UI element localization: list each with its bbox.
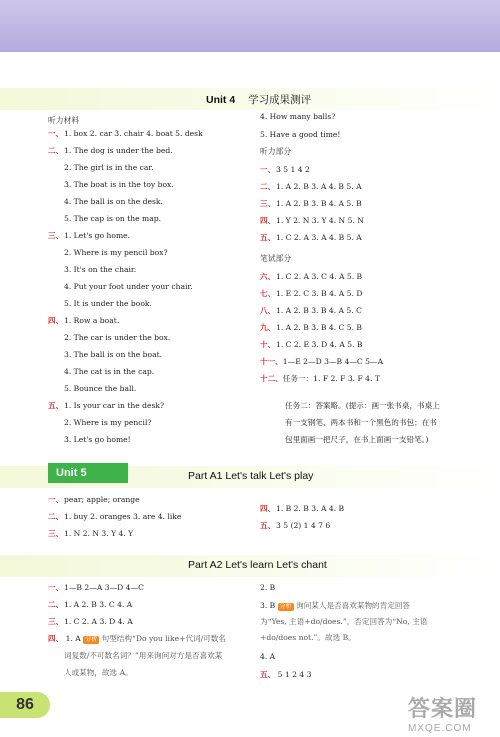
unit4-left-line: 4. Put your foot under your chair.	[64, 282, 193, 291]
a2-left-line: 三、1. C 2. A 3. D 4. A	[48, 617, 133, 626]
a1-left-line: 三、1. N 2. N 3. Y 4. Y	[48, 529, 134, 538]
unit4-left-line: 3. Let's go home!	[64, 435, 131, 444]
a1-left-line: 一、pear; apple; orange	[48, 495, 140, 504]
listening-line: 二、1. A 2. B 3. A 4. B 5. A	[260, 182, 362, 191]
partA2-title: Part A2 Let's learn Let's chant	[188, 559, 327, 571]
a1-left-line: 二、1. buy 2. oranges 3. are 4. like	[48, 512, 182, 521]
unit4-left-line: 二、1. The dog is under the bed.	[48, 146, 173, 155]
unit4-left-line: 2. The car is under the box.	[64, 333, 171, 342]
unit4-title: Unit 4 学习成果测评	[206, 94, 312, 106]
written-line: 六、1. C 2. A 3. C 4. A 5. B	[260, 272, 363, 281]
task2-line-1: 任务二：答案略。(提示：画一张书桌，书桌上	[285, 401, 440, 410]
right-line-5: 5. Have a good time!	[260, 130, 341, 139]
unit4-left-line: 4. The ball is on the desk.	[64, 197, 163, 206]
a2-q4-line3: 人或某物，故选 A。	[64, 668, 133, 677]
task2-line-3: 包里面画一把尺子，在书上面画一支铅笔。)	[285, 435, 429, 444]
unit4-left-line: 2. The girl is in the car.	[64, 163, 154, 172]
unit4-left-line: 2. Where is my pencil box?	[64, 248, 168, 257]
a2-right-3-line3: +do/does not.”。故选 B。	[260, 633, 356, 642]
unit4-left-line: 五、1. Is your car in the desk?	[48, 401, 165, 410]
hint-icon: 分析	[85, 636, 98, 643]
unit4-left-line: 三、1. Let's go home.	[48, 231, 131, 240]
task2-line-2: 有一支钢笔、两本书和一个黑色的书包；在书	[285, 418, 437, 427]
listening-line: 一、3 5 1 4 2	[260, 165, 310, 174]
listening-line: 四、1. Y 2. N 3. Y 4. N 5. N	[260, 216, 364, 225]
written-line: 十一、1—E 2—D 3—B 4—C 5—A	[260, 357, 384, 366]
unit4-left-line: 2. Where is my pencil?	[64, 418, 152, 427]
a1-right-line: 四、1. B 2. B 3. A 4. B	[260, 504, 345, 513]
right-line-4: 4. How many balls?	[260, 112, 336, 121]
a2-q4-line1: 四、 1. A 分析 句型结构“Do you like+代词/可数名	[48, 634, 226, 643]
written-line: 九、1. A 2. B 3. B 4. C 5. B	[260, 323, 362, 332]
a2-right-4: 4. A	[260, 652, 276, 661]
written-line: 七、1. E 2. C 3. B 4. A 5. D	[260, 289, 363, 298]
written-line: 八、1. A 2. B 3. B 4. A 5. C	[260, 306, 362, 315]
unit4-left-line: 4. The cat is in the cap.	[64, 367, 155, 376]
hint-icon: 分析	[279, 603, 292, 610]
listening-part-label: 听力部分	[260, 147, 292, 156]
written-line: 十二、任务一：1. F 2. F 3. F 4. T	[260, 374, 380, 383]
unit4-left-line: 3. The ball is on the boat.	[64, 350, 163, 359]
a2-left-line: 一、1—B 2—A 3—D 4—C	[48, 583, 144, 592]
unit4-left-line: 5. The cap is on the map.	[64, 214, 162, 223]
a2-q4-line2: 词复数/不可数名词？”用来询问对方是否喜欢某	[64, 651, 223, 660]
unit4-left-line: 一、1. box 2. car 3. chair 4. boat 5. desk	[48, 129, 203, 138]
a2-right-3-line2: 为“Yes, 主语+do/does.”，否定回答为“No, 主语	[260, 617, 428, 626]
a2-right-5: 五、 5 1 2 4 3	[260, 670, 312, 679]
a2-left-line: 二、1. A 2. B 3. C 4. A	[48, 600, 133, 609]
a1-right-line: 五、3 5 (2) 1 4 7 6	[260, 521, 331, 530]
a2-right-2: 2. B	[260, 583, 276, 592]
unit5-badge: Unit 5	[48, 463, 128, 483]
unit4-left-line: 3. It's on the chair.	[64, 265, 137, 274]
top-decorative-bar	[0, 0, 500, 52]
listening-materials-label: 听力材料	[48, 116, 80, 125]
unit4-left-line: 5. It is under the book.	[64, 299, 152, 308]
watermark-logo: 答案圈 MXQE.COM	[408, 696, 478, 734]
a2-right-3-line1: 3. B 分析 询问某人是否喜欢某物的肯定回答	[260, 601, 411, 610]
unit4-left-line: 5. Bounce the ball.	[64, 384, 137, 393]
unit4-left-line: 3. The boat is in the toy box.	[64, 180, 174, 189]
unit4-left-line: 四、1. Row a boat.	[48, 316, 120, 325]
listening-line: 五、1. C 2. A 3. A 4. B 5. A	[260, 233, 362, 242]
listening-line: 三、1. A 2. B 3. B 4. A 5. B	[260, 199, 362, 208]
page-number: 86	[0, 692, 50, 718]
partA1-title: Part A1 Let's talk Let's play	[188, 470, 314, 482]
written-line: 十、1. C 2. E 3. D 4. A 5. B	[260, 340, 363, 349]
written-part-label: 笔试部分	[260, 254, 292, 263]
